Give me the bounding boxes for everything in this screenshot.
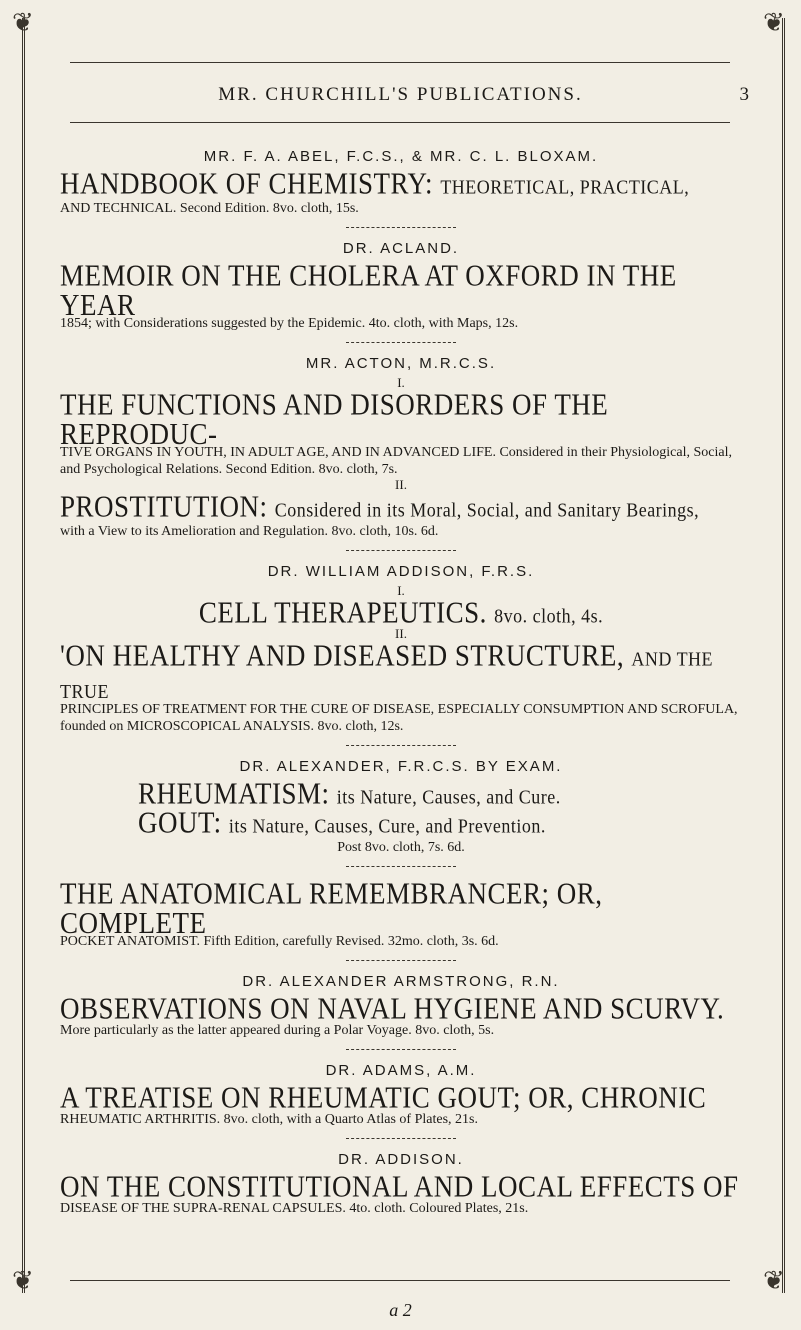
book-title-text: A TREATISE ON RHEUMATIC GOUT; OR, CHRONIC	[60, 1080, 707, 1115]
book-title-continuation: 8vo. cloth, 4s.	[494, 604, 604, 628]
publication-entry	[60, 1062, 742, 1128]
publication-entry	[60, 758, 742, 856]
volume-numeral: I.	[397, 375, 405, 390]
book-title	[60, 805, 742, 840]
book-title	[60, 991, 742, 1026]
running-head-title: MR. CHURCHILL'S PUBLICATIONS.	[218, 84, 583, 105]
author-name: DR. ALEXANDER, F.R.C.S. BY EXAM.	[239, 758, 563, 775]
header-rule	[70, 122, 730, 123]
publication-list	[60, 148, 742, 1217]
book-description: More particularly as the latter appeared during a Polar Voyage. 8vo. cloth, 5s.	[60, 1023, 495, 1038]
book-description: with a View to its Amelioration and Regulation. 8vo. cloth, 10s. 6d.	[60, 524, 439, 539]
book-title	[60, 166, 742, 201]
book-title-continuation: Considered in its Moral, Social, and Sanitary Bearings,	[274, 498, 700, 522]
book-title-text: MEMOIR ON THE CHOLERA AT OXFORD IN THE YEAR	[60, 258, 677, 322]
book-title-text: THE ANATOMICAL REMEMBRANCER; OR, COMPLETE	[60, 876, 603, 940]
book-title	[60, 258, 742, 322]
ornamental-separator	[346, 550, 456, 551]
book-title	[60, 1169, 742, 1204]
publication-entry	[60, 148, 742, 217]
book-title-text: GOUT:	[138, 805, 222, 840]
author-name: MR. F. A. ABEL, F.C.S., & MR. C. L. BLOXAM.	[203, 148, 599, 165]
book-title	[60, 387, 742, 451]
book-title-text: RHEUMATISM:	[138, 776, 330, 811]
publication-entry	[60, 355, 742, 540]
page-number: 3	[739, 84, 751, 105]
ornamental-separator	[346, 227, 456, 228]
bottom-rule	[70, 1280, 730, 1281]
book-title	[60, 638, 742, 706]
corner-ornament-top-left: ❦	[12, 8, 34, 38]
book-description: AND TECHNICAL. Second Edition. 8vo. cloth, 15s.	[60, 201, 359, 216]
volume-numeral: II.	[395, 626, 407, 641]
ornamental-separator	[346, 1138, 456, 1139]
book-description: PRINCIPLES OF TREATMENT FOR THE CURE OF DISEASE, ESPECIALLY CONSUMPTION AND SCROFULA, founded on MICROSCOPICAL ANALYSIS. 8vo. cloth, 12s.	[60, 702, 738, 734]
publication-entry	[60, 563, 742, 735]
ornamental-separator	[346, 960, 456, 961]
author-name: DR. ADDISON.	[338, 1151, 464, 1168]
book-title	[60, 1080, 742, 1115]
book-title-continuation: its Nature, Causes, Cure, and Prevention.	[228, 814, 546, 838]
ornamental-separator	[346, 1049, 456, 1050]
author-name: MR. ACTON, M.R.C.S.	[305, 355, 497, 372]
author-name: DR. ALEXANDER ARMSTRONG, R.N.	[242, 973, 560, 990]
corner-ornament-top-right: ❦	[763, 8, 785, 38]
book-description: TIVE ORGANS IN YOUTH, IN ADULT AGE, AND IN ADVANCED LIFE. Considered in their Physiological, Social, and Psychological Relations. Second Edition. 8vo. cloth, 7s.	[60, 445, 732, 477]
book-title-continuation: its Nature, Causes, and Cure.	[336, 785, 561, 809]
volume-numeral: II.	[395, 477, 407, 492]
publication-entry	[60, 240, 742, 332]
author-name: DR. ADAMS, A.M.	[325, 1062, 477, 1079]
book-title-text: THE FUNCTIONS AND DISORDERS OF THE REPRODUC-	[60, 387, 609, 451]
corner-ornament-bottom-right: ❦	[763, 1266, 785, 1296]
publication-entry	[60, 1151, 742, 1217]
book-description: Post 8vo. cloth, 7s. 6d.	[337, 840, 465, 855]
book-title-text: OBSERVATIONS ON NAVAL HYGIENE AND SCURVY.	[60, 991, 725, 1026]
ornamental-separator	[346, 745, 456, 746]
ornamental-separator	[346, 866, 456, 867]
book-description: POCKET ANATOMIST. Fifth Edition, carefully Revised. 32mo. cloth, 3s. 6d.	[60, 934, 499, 949]
book-title-text: ON THE CONSTITUTIONAL AND LOCAL EFFECTS OF	[60, 1169, 739, 1204]
top-rule	[70, 62, 730, 63]
running-head	[0, 84, 801, 106]
volume-numeral: I.	[397, 583, 405, 598]
author-name: DR. WILLIAM ADDISON, F.R.S.	[267, 563, 535, 580]
book-title-continuation: THEORETICAL, PRACTICAL,	[440, 175, 690, 199]
ornamental-separator	[346, 342, 456, 343]
signature-mark: a 2	[389, 1300, 412, 1320]
book-title	[60, 876, 742, 940]
book-description: 1854; with Considerations suggested by the Epidemic. 4to. cloth, with Maps, 12s.	[60, 316, 519, 331]
book-description: DISEASE OF THE SUPRA-RENAL CAPSULES. 4to. cloth. Coloured Plates, 21s.	[60, 1201, 529, 1216]
book-title-text: 'ON HEALTHY AND DISEASED STRUCTURE,	[60, 638, 625, 673]
book-title	[60, 489, 742, 524]
publication-entry	[60, 876, 742, 950]
book-title-text: CELL THERAPEUTICS.	[198, 595, 487, 630]
book-title	[60, 595, 742, 630]
corner-ornament-bottom-left: ❦	[12, 1266, 34, 1296]
book-title-continuation: AND THE TRUE	[60, 647, 714, 703]
book-description: RHEUMATIC ARTHRITIS. 8vo. cloth, with a Quarto Atlas of Plates, 21s.	[60, 1112, 478, 1127]
book-title-text: PROSTITUTION:	[60, 489, 268, 524]
publication-entry	[60, 973, 742, 1039]
book-title-text: HANDBOOK OF CHEMISTRY:	[60, 166, 434, 201]
author-name: DR. ACLAND.	[342, 240, 460, 257]
